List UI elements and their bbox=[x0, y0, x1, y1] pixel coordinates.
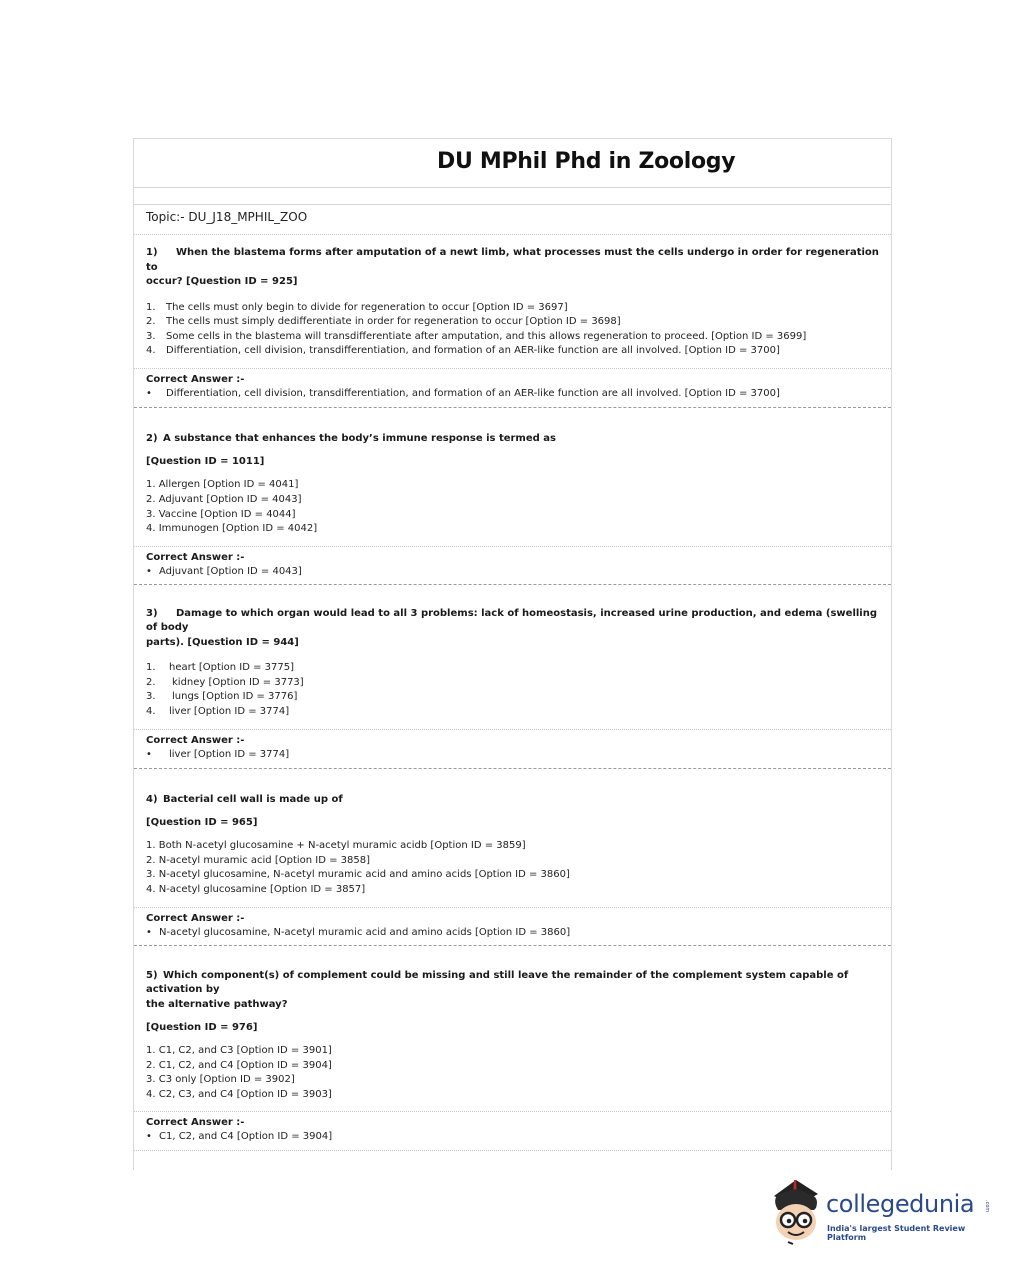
question-5-line2: the alternative pathway? bbox=[146, 998, 288, 1010]
question-3-text bbox=[146, 607, 879, 651]
answer-3-value-line: • liver [Option ID = 3774] bbox=[146, 748, 290, 760]
option: 4. liver [Option ID = 3774] bbox=[146, 706, 290, 718]
question-paper bbox=[133, 138, 892, 1170]
question-4-number: 4) bbox=[146, 793, 158, 805]
answer-5-value-line: • C1, C2, and C4 [Option ID = 3904] bbox=[146, 1131, 333, 1143]
question-5-number: 5) bbox=[146, 969, 158, 981]
page-title: DU MPhil Phd in Zoology bbox=[437, 149, 736, 174]
question-2 bbox=[134, 408, 891, 547]
question-2-id: [Question ID = 1011] bbox=[146, 456, 265, 468]
option: 3. lungs [Option ID = 3776] bbox=[146, 691, 298, 703]
logo-wordmark: collegedunia bbox=[826, 1190, 975, 1218]
question-2-number: 2) bbox=[146, 432, 158, 444]
option: 2. The cells must simply dedifferentiate in order for regeneration to occur [Option ID = 3698] bbox=[146, 316, 621, 328]
question-4 bbox=[134, 769, 891, 908]
answer-1-value-line: • Differentiation, cell division, transdifferentiation, and formation of an AER-like function are all involved. [Option ID = 3700] bbox=[146, 387, 780, 399]
option: 1. Both N-acetyl glucosamine + N-acetyl muramic acidb [Option ID = 3859] bbox=[146, 840, 526, 852]
option: 4. C2, C3, and C4 [Option ID = 3903] bbox=[146, 1088, 332, 1100]
option: 2. Adjuvant [Option ID = 4043] bbox=[146, 493, 302, 505]
question-5-id: [Question ID = 976] bbox=[146, 1022, 258, 1033]
option: 1. The cells must only begin to divide for regeneration to occur [Option ID = 3697] bbox=[146, 301, 568, 313]
title-bar bbox=[134, 139, 891, 188]
collegedunia-logo bbox=[766, 1176, 996, 1248]
question-3-line1: Damage to which organ would lead to all 3 problems: lack of homeostasis, increased urine production, and edema (swelling of body bbox=[146, 607, 878, 634]
mascot-icon bbox=[766, 1176, 826, 1248]
answer-1-value: Differentiation, cell division, transdifferentiation, and formation of an AER-like function are all involved. [Option ID = 3700] bbox=[166, 387, 780, 399]
option: 2. C1, C2, and C4 [Option ID = 3904] bbox=[146, 1059, 332, 1071]
option: 4. Differentiation, cell division, transdifferentiation, and formation of an AER-like function are all involved. [Option ID = 3700] bbox=[146, 345, 780, 357]
answer-3-value: liver [Option ID = 3774] bbox=[169, 748, 290, 760]
topic-line: Topic:- DU_J18_MPHIL_ZOO bbox=[134, 205, 891, 235]
answer-4-value-line: • N-acetyl glucosamine, N-acetyl muramic acid and amino acids [Option ID = 3860] bbox=[146, 926, 571, 938]
answer-3-label: Correct Answer :- bbox=[146, 734, 245, 746]
answer-2-value-line: • Adjuvant [Option ID = 4043] bbox=[146, 565, 302, 577]
answer-5 bbox=[134, 1112, 891, 1151]
question-5-text bbox=[146, 969, 879, 1013]
question-1-line2: occur? [Question ID = 925] bbox=[146, 276, 298, 287]
answer-5-label: Correct Answer :- bbox=[146, 1117, 245, 1129]
option: 4. Immunogen [Option ID = 4042] bbox=[146, 523, 318, 535]
question-2-text bbox=[146, 432, 879, 447]
logo-suffix: .com bbox=[984, 1200, 990, 1213]
option: 1. C1, C2, and C3 [Option ID = 3901] bbox=[146, 1045, 332, 1056]
answer-2 bbox=[134, 547, 891, 585]
question-2-options bbox=[146, 478, 879, 536]
question-4-text bbox=[146, 793, 879, 808]
answer-3 bbox=[134, 730, 891, 769]
option: 2. kidney [Option ID = 3773] bbox=[146, 676, 304, 688]
option: 3. Vaccine [Option ID = 4044] bbox=[146, 508, 296, 520]
question-2-line1: A substance that enhances the body’s immune response is termed as bbox=[163, 432, 556, 444]
question-1-line1: When the blastema forms after amputation of a newt limb, what processes must the cells undergo in order for regeneration to bbox=[146, 247, 879, 273]
option: 3. Some cells in the blastema will transdifferentiate after amputation, and this allows regeneration to proceed. [Option ID = 3699] bbox=[146, 330, 807, 342]
question-1-number: 1) bbox=[146, 247, 158, 258]
option: 4. N-acetyl glucosamine [Option ID = 3857] bbox=[146, 883, 366, 895]
spacer-row bbox=[134, 188, 891, 205]
answer-1 bbox=[134, 369, 891, 408]
answer-4-label: Correct Answer :- bbox=[146, 912, 245, 924]
answer-2-value: Adjuvant [Option ID = 4043] bbox=[159, 565, 302, 577]
logo-tagline: India's largest Student Review Platform bbox=[827, 1224, 966, 1242]
option: 1. Allergen [Option ID = 4041] bbox=[146, 479, 299, 491]
option: 3. N-acetyl glucosamine, N-acetyl muramic acid and amino acids [Option ID = 3860] bbox=[146, 869, 570, 881]
question-3 bbox=[134, 585, 891, 730]
question-5-options bbox=[146, 1044, 879, 1102]
option: 2. N-acetyl muramic acid [Option ID = 3858] bbox=[146, 854, 371, 866]
option: 1. heart [Option ID = 3775] bbox=[146, 662, 295, 674]
question-5-line1: Which component(s) of complement could be missing and still leave the remainder of the complement system capable of activation by bbox=[146, 969, 849, 995]
answer-4-value: N-acetyl glucosamine, N-acetyl muramic acid and amino acids [Option ID = 3860] bbox=[159, 926, 571, 938]
question-5 bbox=[134, 946, 891, 1113]
question-4-line1: Bacterial cell wall is made up of bbox=[163, 793, 343, 805]
question-4-id: [Question ID = 965] bbox=[146, 817, 258, 829]
answer-2-label: Correct Answer :- bbox=[146, 551, 245, 563]
question-3-number: 3) bbox=[146, 607, 158, 619]
question-1-text bbox=[146, 246, 879, 290]
answer-1-label: Correct Answer :- bbox=[146, 373, 245, 385]
question-3-options bbox=[146, 661, 879, 719]
answer-5-value: C1, C2, and C4 [Option ID = 3904] bbox=[159, 1131, 333, 1143]
question-1 bbox=[134, 235, 891, 369]
question-4-options bbox=[146, 839, 879, 897]
question-3-line2: parts). [Question ID = 944] bbox=[146, 636, 299, 648]
answer-4 bbox=[134, 908, 891, 946]
option: 3. C3 only [Option ID = 3902] bbox=[146, 1074, 295, 1086]
question-1-options bbox=[146, 301, 879, 359]
